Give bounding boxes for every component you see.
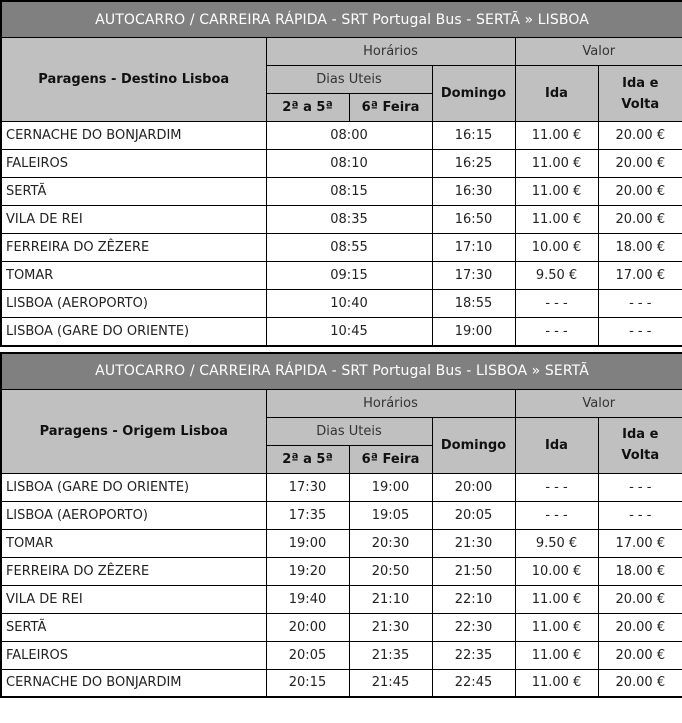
domingo-time: 20:00 — [432, 473, 515, 501]
ida-header: Ida — [515, 417, 598, 473]
ida-price: - - - — [515, 290, 598, 318]
table-row — [1, 557, 682, 585]
stop-name: CERNACHE DO BONJARDIM — [1, 122, 266, 150]
stop-name: LISBOA (AEROPORTO) — [1, 290, 266, 318]
schedule-table-serta-lisboa — [0, 0, 682, 347]
ida-price: 10.00 € — [515, 557, 598, 585]
table-row — [1, 585, 682, 613]
ida-volta-price: - - - — [598, 318, 682, 346]
ida-price: 9.50 € — [515, 262, 598, 290]
dias-uteis-time: 10:40 — [266, 290, 432, 318]
ida-volta-price: 20.00 € — [598, 206, 682, 234]
table-title: AUTOCARRO / CARREIRA RÁPIDA - SRT Portugal Bus - SERTÃ » LISBOA — [1, 1, 682, 38]
ida-volta-price: 17.00 € — [598, 529, 682, 557]
dias-uteis-time: 08:10 — [266, 150, 432, 178]
domingo-time: 21:30 — [432, 529, 515, 557]
ida-price: - - - — [515, 501, 598, 529]
ida-price: 11.00 € — [515, 613, 598, 641]
table-row — [1, 669, 682, 697]
ida-price: 11.00 € — [515, 669, 598, 697]
valor-header: Valor — [515, 38, 682, 66]
ida-volta-price: 20.00 € — [598, 178, 682, 206]
ida-price: 11.00 € — [515, 178, 598, 206]
sexta-time: 21:35 — [349, 641, 432, 669]
sexta-time: 21:45 — [349, 669, 432, 697]
ida-volta-header — [598, 417, 682, 473]
stops-header: Paragens - Destino Lisboa — [1, 38, 266, 122]
table-row — [1, 178, 682, 206]
horarios-header: Horários — [266, 38, 515, 66]
domingo-time: 16:25 — [432, 150, 515, 178]
dias-uteis-header: Dias Uteis — [266, 66, 432, 94]
ida-volta-price: 20.00 € — [598, 669, 682, 697]
domingo-time: 22:35 — [432, 641, 515, 669]
sexta-time: 19:00 — [349, 473, 432, 501]
table-row — [1, 234, 682, 262]
table-row — [1, 473, 682, 501]
ida-volta-price: 20.00 € — [598, 641, 682, 669]
ida-price: - - - — [515, 318, 598, 346]
sexta-time: 21:30 — [349, 613, 432, 641]
seg-qui-time: 19:00 — [266, 529, 349, 557]
seg-qui-time: 17:35 — [266, 501, 349, 529]
stop-name: SERTÃ — [1, 613, 266, 641]
stop-name: TOMAR — [1, 262, 266, 290]
sexta-time: 19:05 — [349, 501, 432, 529]
table-row — [1, 150, 682, 178]
domingo-header: Domingo — [432, 417, 515, 473]
stop-name: SERTÃ — [1, 178, 266, 206]
ida-volta-price: 18.00 € — [598, 234, 682, 262]
domingo-time: 17:10 — [432, 234, 515, 262]
domingo-time: 16:50 — [432, 206, 515, 234]
stop-name: LISBOA (GARE DO ORIENTE) — [1, 473, 266, 501]
domingo-time: 16:15 — [432, 122, 515, 150]
seg-qui-time: 17:30 — [266, 473, 349, 501]
sexta-time: 21:10 — [349, 585, 432, 613]
ida-volta-price: - - - — [598, 501, 682, 529]
stops-header: Paragens - Origem Lisboa — [1, 389, 266, 473]
ida-price: 11.00 € — [515, 585, 598, 613]
dias-uteis-header: Dias Uteis — [266, 417, 432, 445]
ida-price: - - - — [515, 473, 598, 501]
ida-price: 10.00 € — [515, 234, 598, 262]
sexta-time: 20:50 — [349, 557, 432, 585]
stop-name: FERREIRA DO ZÊZERE — [1, 234, 266, 262]
table-row — [1, 122, 682, 150]
domingo-time: 18:55 — [432, 290, 515, 318]
stop-name: FALEIROS — [1, 150, 266, 178]
ida-header: Ida — [515, 66, 598, 122]
seg-qui-time: 20:05 — [266, 641, 349, 669]
domingo-time: 22:30 — [432, 613, 515, 641]
table-row — [1, 529, 682, 557]
table-row — [1, 262, 682, 290]
stop-name: CERNACHE DO BONJARDIM — [1, 669, 266, 697]
stop-name: FALEIROS — [1, 641, 266, 669]
ida-volta-price: - - - — [598, 290, 682, 318]
table-row — [1, 613, 682, 641]
ida-volta-price: 17.00 € — [598, 262, 682, 290]
dias-uteis-time: 09:15 — [266, 262, 432, 290]
seg-qui-header: 2ª a 5ª — [266, 94, 349, 122]
stop-name: VILA DE REI — [1, 585, 266, 613]
ida-price: 11.00 € — [515, 641, 598, 669]
ida-price: 11.00 € — [515, 206, 598, 234]
schedule-table-lisboa-serta — [0, 352, 682, 699]
seg-qui-header: 2ª a 5ª — [266, 445, 349, 473]
ida-volta-price: 20.00 € — [598, 122, 682, 150]
ida-price: 9.50 € — [515, 529, 598, 557]
ida-volta-header — [598, 66, 682, 122]
seg-qui-time: 20:00 — [266, 613, 349, 641]
dias-uteis-time: 08:35 — [266, 206, 432, 234]
ida-price: 11.00 € — [515, 122, 598, 150]
sexta-header: 6ª Feira — [349, 94, 432, 122]
seg-qui-time: 20:15 — [266, 669, 349, 697]
horarios-header: Horários — [266, 389, 515, 417]
domingo-time: 19:00 — [432, 318, 515, 346]
table-row — [1, 318, 682, 346]
domingo-time: 16:30 — [432, 178, 515, 206]
table-row — [1, 206, 682, 234]
table-row — [1, 641, 682, 669]
dias-uteis-time: 08:55 — [266, 234, 432, 262]
ida-volta-price: - - - — [598, 473, 682, 501]
table-title: AUTOCARRO / CARREIRA RÁPIDA - SRT Portugal Bus - LISBOA » SERTÃ — [1, 353, 682, 390]
ida-volta-line2: Volta — [621, 96, 660, 112]
dias-uteis-time: 08:00 — [266, 122, 432, 150]
sexta-header: 6ª Feira — [349, 445, 432, 473]
seg-qui-time: 19:20 — [266, 557, 349, 585]
domingo-time: 21:50 — [432, 557, 515, 585]
stop-name: TOMAR — [1, 529, 266, 557]
sexta-time: 20:30 — [349, 529, 432, 557]
ida-volta-price: 20.00 € — [598, 613, 682, 641]
domingo-header: Domingo — [432, 66, 515, 122]
dias-uteis-time: 08:15 — [266, 178, 432, 206]
stop-name: FERREIRA DO ZÊZERE — [1, 557, 266, 585]
domingo-time: 20:05 — [432, 501, 515, 529]
ida-volta-line2: Volta — [621, 448, 660, 463]
domingo-time: 22:45 — [432, 669, 515, 697]
domingo-time: 22:10 — [432, 585, 515, 613]
table-row — [1, 501, 682, 529]
ida-volta-line1: Ida e — [622, 75, 659, 91]
dias-uteis-time: 10:45 — [266, 318, 432, 346]
ida-volta-line1: Ida e — [622, 427, 659, 442]
ida-volta-price: 20.00 € — [598, 585, 682, 613]
stop-name: LISBOA (GARE DO ORIENTE) — [1, 318, 266, 346]
ida-volta-price: 20.00 € — [598, 150, 682, 178]
table-row — [1, 290, 682, 318]
valor-header: Valor — [515, 389, 682, 417]
seg-qui-time: 19:40 — [266, 585, 349, 613]
ida-volta-price: 18.00 € — [598, 557, 682, 585]
stop-name: LISBOA (AEROPORTO) — [1, 501, 266, 529]
stop-name: VILA DE REI — [1, 206, 266, 234]
domingo-time: 17:30 — [432, 262, 515, 290]
ida-price: 11.00 € — [515, 150, 598, 178]
